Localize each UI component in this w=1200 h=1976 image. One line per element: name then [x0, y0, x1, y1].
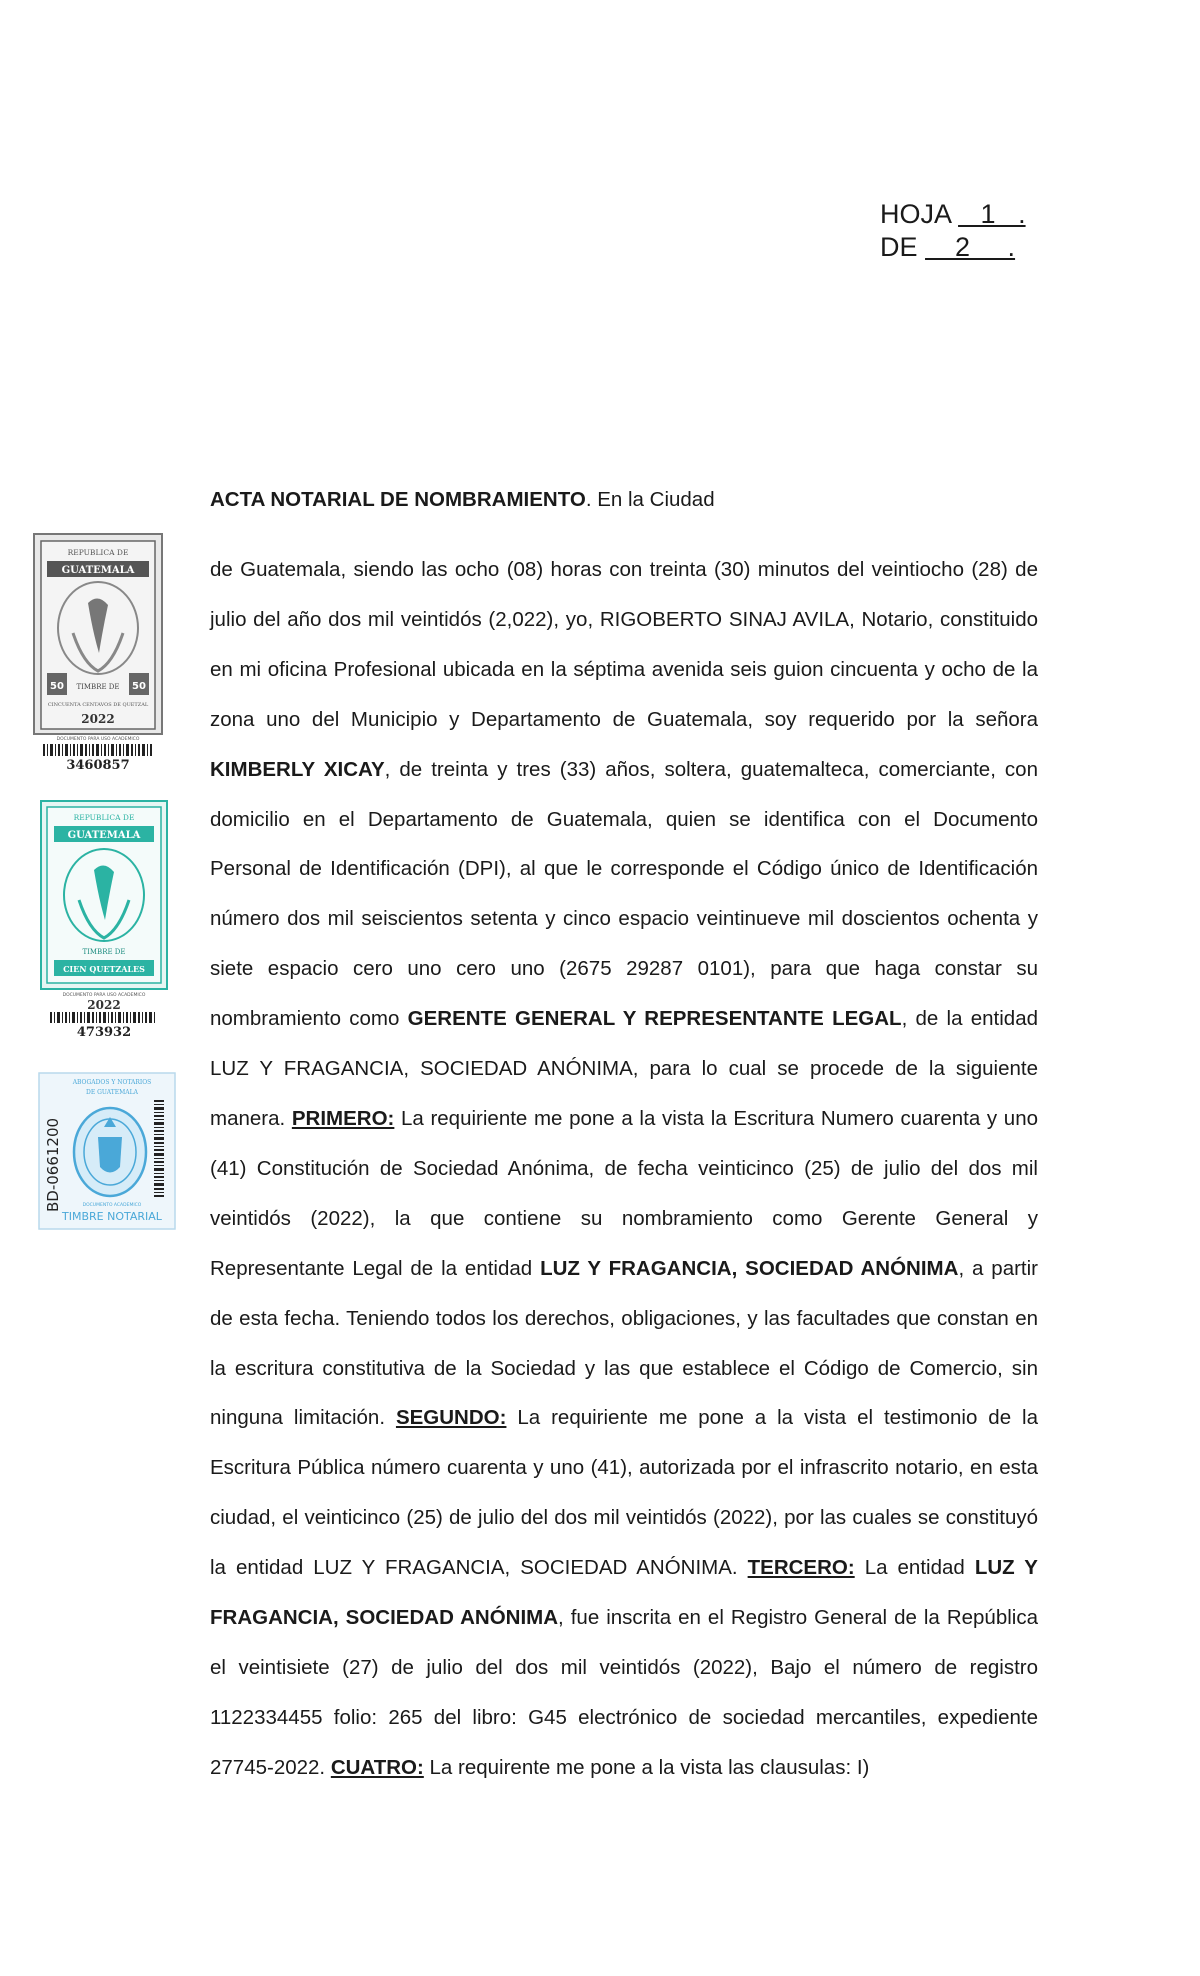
stamp-amount-text: CINCUENTA CENTAVOS DE QUETZAL — [47, 702, 149, 708]
clause-tercero: TERCERO: — [747, 1556, 855, 1580]
stamp-note: DOCUMENTO PARA USO ACADEMICO — [56, 737, 140, 742]
body-text: de Guatemala, siendo las ocho (08) horas con treinta (30) minutos del veintiocho (28) de julio del año dos mil veintidós (2,022), yo, RIGOBERTO SINAJ AVILA, Notario, constituido en mi oficina Profesional ubicada en la séptima avenida seis guion cincuenta y ocho de la zona uno del Municipio y Departamento de Guatemala, soy requerido por la señora — [210, 558, 1038, 731]
appointment-title: GERENTE GENERAL Y REPRESENTANTE LEGAL — [407, 1007, 902, 1031]
client-name: KIMBERLY XICAY — [210, 757, 385, 781]
barcode-icon — [50, 1012, 155, 1023]
body-text: La entidad — [854, 1556, 975, 1580]
stamp-top-text: REPUBLICA DE — [67, 548, 129, 557]
stamp-note: DOCUMENTO ACADEMICO — [82, 1203, 142, 1208]
company-name: LUZ Y FRAGANCIA, SOCIEDAD ANÓNIMA — [210, 1556, 1038, 1630]
body-text: , de la entidad LUZ Y FRAGANCIA, SOCIEDAD ANÓNIMA, para lo cual se procede de la siguiente manera. — [210, 1007, 1038, 1130]
hoja-value: 1 . — [958, 199, 1026, 229]
stamp-serial: 473932 — [76, 1025, 132, 1040]
stamp-country: GUATEMALA — [61, 565, 135, 576]
stamp-year: 2022 — [87, 998, 121, 1012]
hoja-line — [880, 198, 1026, 231]
stamp-top-text: ABOGADOS Y NOTARIOS — [72, 1079, 152, 1086]
body-text: , de treinta y tres (33) años, soltera, guatemalteca, comerciante, con domicilio en el Departamento de Guatemala, quien se identifica con el Documento Personal de Identificación (DPI), al que le corresponde el Código único de Identificación número dos mil seiscientos setenta y cinco espacio veintinueve mil doscientos ochenta y siete espacio cero uno cero uno (2675 29287 0101), para que haga constar su nombramiento como — [210, 757, 1038, 1031]
stamp-denomination: 50 — [132, 681, 146, 692]
de-line — [880, 231, 1026, 264]
body-text: , fue inscrita en el Registro General de la República el veintisiete (27) de julio del dos mil veintidós (2022), Bajo el número de registro 1122334455 folio: 265 del libro: G45 electrónico de sociedad mercantiles, expediente 27745-2022. — [210, 1606, 1038, 1779]
tax-stamp-cien-quetzales — [40, 800, 168, 1040]
de-value: 2 . — [925, 232, 1016, 262]
body-text: La requiriente me pone a la vista la Escritura Numero cuarenta y uno (41) Constitución de Sociedad Anónima, de fecha veinticinco (25) de julio del dos mil veintidós (2022), la que contiene su nombramiento como Gerente General y Representante Legal de la entidad — [210, 1106, 1038, 1280]
document-body — [210, 545, 1038, 1793]
document-heading — [210, 488, 715, 512]
body-text: La requiriente me pone a la vista el testimonio de la Escritura Pública número cuarenta y uno (41), autorizada por el infrascrito notario, en esta ciudad, el veinticinco (25) de julio del dos mil veintidós (2022), por las cuales se constituyó la entidad LUZ Y FRAGANCIA, SOCIEDAD ANÓNIMA. — [210, 1406, 1038, 1580]
barcode-icon — [43, 744, 152, 756]
de-label: DE — [880, 232, 918, 262]
stamp-serial: BD-0661200 — [44, 1117, 62, 1212]
stamp-label: TIMBRE DE — [82, 948, 126, 956]
stamp-label: TIMBRE NOTARIAL — [62, 1210, 162, 1223]
stamp-label: TIMBRE DE — [76, 683, 120, 691]
stamp-top-text: REPUBLICA DE — [73, 813, 135, 822]
heading-rest: . En la Ciudad — [585, 488, 715, 511]
stamp-country: GUATEMALA — [67, 830, 141, 841]
stamp-serial: 3460857 — [66, 758, 130, 773]
hoja-label: HOJA — [880, 199, 951, 229]
stamp-year: 2022 — [81, 712, 115, 726]
body-text: , a partir de esta fecha. Teniendo todos los derechos, obligaciones, y las facultades que constan en la escritura constitutiva de la Sociedad y las que establece el Código de Comercio, sin ninguna limitación. — [210, 1256, 1038, 1430]
stamp-denomination: 50 — [50, 681, 64, 692]
clause-primero: PRIMERO: — [291, 1106, 395, 1130]
stamp-amount-text: CIEN QUETZALES — [63, 964, 145, 974]
clause-cuatro: CUATRO: — [330, 1755, 424, 1779]
clause-segundo: SEGUNDO: — [395, 1406, 507, 1430]
stamp-sub-text: DE GUATEMALA — [86, 1089, 138, 1096]
body-text: La requirente me pone a la vista las clausulas: I) — [423, 1755, 870, 1779]
tax-stamp-cincuenta-centavos — [33, 533, 163, 773]
company-name: LUZ Y FRAGANCIA, SOCIEDAD ANÓNIMA — [540, 1256, 959, 1280]
stamp-note: DOCUMENTO PARA USO ACADEMICO — [62, 993, 146, 998]
document-title: ACTA NOTARIAL DE NOMBRAMIENTO — [210, 488, 586, 511]
notarial-stamp — [38, 1072, 176, 1232]
page-number-block — [880, 198, 1026, 264]
